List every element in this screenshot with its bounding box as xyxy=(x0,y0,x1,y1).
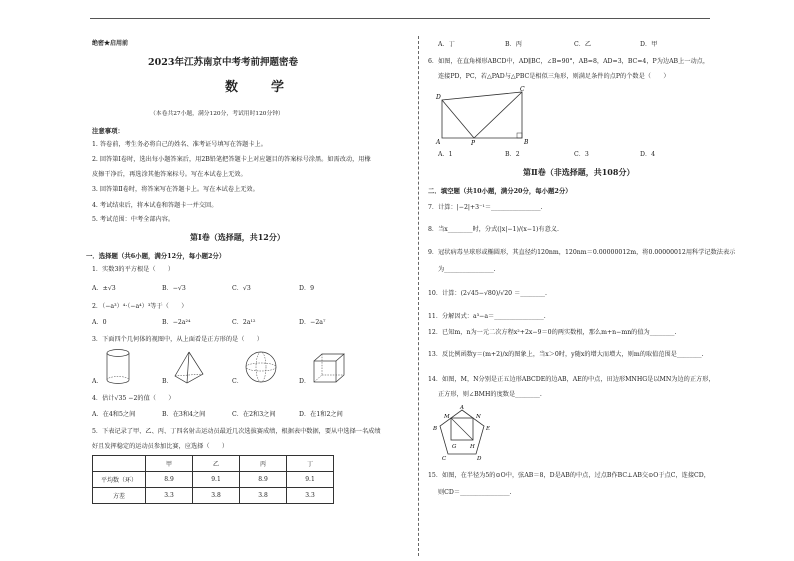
q5-option-b: B．丙 xyxy=(505,41,522,48)
part1-title: 第Ⅰ卷（选择题，共12分） xyxy=(190,232,285,242)
label-a: A xyxy=(436,139,441,146)
q4-option-d: D．在1和2之间 xyxy=(299,411,343,418)
cube-figure xyxy=(312,352,346,384)
q14-pentagon-figure xyxy=(432,404,492,462)
table-cell: 9.1 xyxy=(193,472,240,488)
q9-line-1: 9．冠状病毒呈球形或椭圆形，其直径约120nm，120nm＝0.00000012m，将0.00000012用科学记数法表示 xyxy=(428,249,736,256)
note-2a: 2. 回答第Ⅰ卷时，选出每小题答案后，用2B铅笔把答题卡上对应题目的答案标号涂黑。如需改动，用橡 xyxy=(92,156,371,163)
table-row xyxy=(93,488,334,504)
q4-stem: 4．估计√35 −2的值（ ） xyxy=(92,395,175,402)
q8: 8．当x________时，分式(|x|−1)/(x−1)有意义. xyxy=(428,226,559,233)
part2-section: 二．填空题（共10小题，满分20分，每小题2分） xyxy=(428,187,572,195)
cylinder-figure xyxy=(104,348,132,386)
q3-option-c: C． xyxy=(232,378,243,385)
q5-stem-1: 5．下表记录了甲、乙、丙、丁四名射击运动员最近几次选拔赛成绩，根据表中数据，要从中选择一名成绩 xyxy=(92,428,381,435)
q6-option-a: A．1 xyxy=(438,151,453,158)
paper-title: 2023年江苏南京中考考前押题密卷 xyxy=(148,57,298,68)
paper-subject: 数 学 xyxy=(225,80,295,95)
table-cell xyxy=(93,456,146,472)
q5-stem-2: 好且发挥稳定的运动员参加比赛，应选择（ ） xyxy=(92,443,229,450)
table-cell: 3.3 xyxy=(287,488,334,504)
q1-option-c: C．√3 xyxy=(232,285,251,292)
q10: 10．计算：(2√45−√80)/√20 ＝________. xyxy=(428,290,547,297)
q5-option-c: C．乙 xyxy=(574,41,592,48)
q4-option-c: C．在2和3之间 xyxy=(232,411,276,418)
q5-option-a: A．丁 xyxy=(438,41,455,48)
q4-option-a: A．在4和5之间 xyxy=(92,411,136,418)
table-cell: 3.3 xyxy=(146,488,193,504)
label-m: M xyxy=(444,414,450,420)
part1-section: 一．选择题（共6小题，满分12分，每小题2分） xyxy=(86,252,226,260)
q6-option-b: B．2 xyxy=(505,151,520,158)
q2-option-c: C．2a¹² xyxy=(232,319,256,326)
q4-option-b: B．在3和4之间 xyxy=(162,411,206,418)
table-cell: 8.9 xyxy=(240,472,287,488)
table-cell: 8.9 xyxy=(146,472,193,488)
label-p: P xyxy=(471,140,476,146)
label-h: H xyxy=(470,444,475,450)
q14-line-2: 正方形，则∠BMH的度数是________. xyxy=(438,391,542,398)
q15-line-2: 则CD＝________________. xyxy=(438,489,512,496)
table-cell: 平均数（环） xyxy=(93,472,146,488)
q6-option-c: C．3 xyxy=(574,151,589,158)
q11: 11．分解因式：a³−a＝________________. xyxy=(428,313,546,320)
q9-line-2: 为________________. xyxy=(438,266,496,273)
pyramid-figure xyxy=(172,350,206,386)
q1-option-a: A．±√3 xyxy=(92,285,116,292)
score-table xyxy=(92,455,334,504)
top-rule xyxy=(90,18,710,19)
q2-option-b: B．−2a²⁴ xyxy=(162,319,191,326)
table-row xyxy=(93,472,334,488)
label-b: B xyxy=(433,426,438,432)
q2-stem: 2．（−a³）⁴·（−a⁴）³等于（ ） xyxy=(92,303,188,310)
note-3: 3. 回答第Ⅱ卷时，将答案写在答题卡上。写在本试卷上无效。 xyxy=(92,186,259,193)
q6-stem-1: 6．如图，在直角梯形ABCD中，AD∥BC，∠B=90°，AB=8，AD=3，BC=4，P为边AB上一动点， xyxy=(428,58,710,65)
table-cell: 甲 xyxy=(146,456,193,472)
label-b: B xyxy=(524,139,529,146)
table-row xyxy=(93,456,334,472)
q2-option-d: D．−2a⁷ xyxy=(299,319,326,326)
q1-option-d: D．9 xyxy=(299,285,315,292)
label-e: E xyxy=(486,426,491,432)
label-g: G xyxy=(452,444,457,450)
notes-heading: 注意事项： xyxy=(92,127,124,135)
q5-option-d: D．甲 xyxy=(640,41,658,48)
note-4: 4. 考试结束后，将本试卷和答题卡一并交回。 xyxy=(92,202,218,209)
q6-trapezoid-figure xyxy=(434,86,534,146)
sphere-figure xyxy=(244,349,278,385)
part2-title: 第Ⅱ卷（非选择题，共108分） xyxy=(523,167,635,177)
q15-line-1: 15．如图，在半径为5的⊙O中，弦AB＝8，D是AB的中点，过点B作BC⊥AB交⊙O于点C，连接CD， xyxy=(428,472,710,479)
q7: 7．计算：|−2|+3⁻¹＝________________. xyxy=(428,204,543,211)
q3-option-a: A． xyxy=(92,378,103,385)
table-cell: 丁 xyxy=(287,456,334,472)
label-d: D xyxy=(436,94,441,101)
label-n: N xyxy=(476,414,481,420)
note-5: 5. 考试范围：中考全部内容。 xyxy=(92,216,175,223)
label-c: C xyxy=(442,456,447,462)
q3-option-b: B． xyxy=(162,378,173,385)
q14-line-1: 14．如图，M，N分别是正五边形ABCDE的边AB，AE的中点，田边形MNHG是以MN为边的正方形， xyxy=(428,376,715,383)
table-cell: 丙 xyxy=(240,456,287,472)
paper-info: （本卷共27小题，满分120分，考试用时120分钟） xyxy=(150,111,284,117)
q3-stem: 3．下面四个几何体的视图中，从上面看是正方形的是（ ） xyxy=(92,336,263,343)
q6-stem-2: 连接PD，PC，若△PAD与△PBC是相似三角形，则满足条件的点P的个数是（ ） xyxy=(438,73,670,80)
table-cell: 3.8 xyxy=(240,488,287,504)
q3-option-d: D． xyxy=(299,378,311,385)
q2-option-a: A．0 xyxy=(92,319,107,326)
q13: 13．反比例函数y＝(m+2)/x的图象上，当x＞0时，y随x的增大而增大，则m的取值范围是________. xyxy=(428,351,704,358)
column-divider xyxy=(418,36,419,556)
q1-stem: 1．实数3的平方根是（ ） xyxy=(92,266,175,273)
table-cell: 9.1 xyxy=(287,472,334,488)
table-cell: 乙 xyxy=(193,456,240,472)
label-d: D xyxy=(477,456,482,462)
table-cell: 3.8 xyxy=(193,488,240,504)
label-a: A xyxy=(460,405,464,411)
secret-label: 绝密★启用前 xyxy=(92,40,129,47)
note-2b: 皮擦干净后，再选涂其他答案标号。写在本试卷上无效。 xyxy=(92,171,247,178)
q12: 12．已知m，n为一元二次方程x²+2x−9＝0的两实数根，那么m+n−mn的值为________. xyxy=(428,329,677,336)
q1-option-b: B．−√3 xyxy=(162,285,186,292)
q6-option-d: D．4 xyxy=(640,151,656,158)
label-c: C xyxy=(520,86,525,93)
table-cell: 方差 xyxy=(93,488,146,504)
note-1: 1. 答卷前，考生务必将自己的姓名、准考证号填写在答题卡上。 xyxy=(92,141,267,148)
